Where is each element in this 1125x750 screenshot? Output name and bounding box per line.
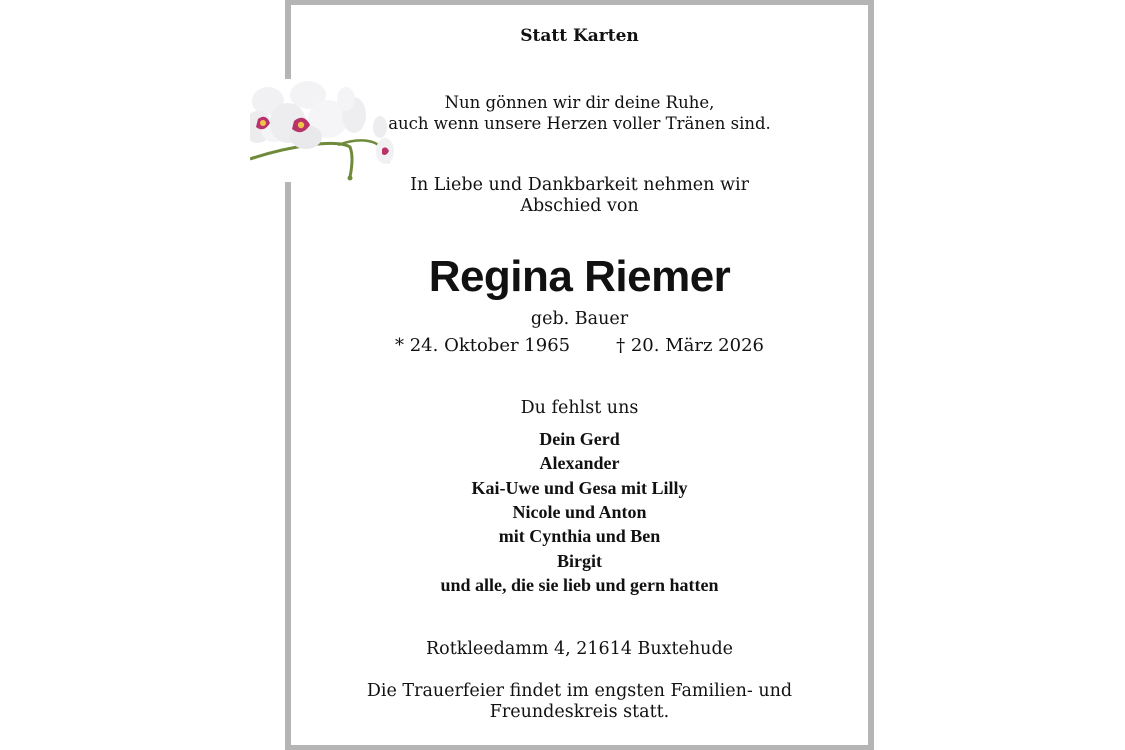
verse-line-1: Nun gönnen wir dir deine Ruhe, <box>444 93 715 112</box>
mourner-line: Dein Gerd <box>539 429 620 449</box>
death-date: † 20. März 2026 <box>616 335 764 356</box>
mourner-line: Nicole und Anton <box>512 502 647 522</box>
intro-line-2: Abschied von <box>520 196 639 216</box>
mourner-line: und alle, die sie lieb und gern hatten <box>440 575 719 595</box>
address: Rotkleedamm 4, 21614 Buxtehude <box>425 639 734 659</box>
verse-line-2: auch wenn unsere Herzen voller Tränen sind. <box>388 114 771 133</box>
deceased-name: Regina Riemer <box>428 252 731 301</box>
mourner-line: Birgit <box>557 551 602 571</box>
funeral-line-1: Die Trauerfeier findet im engsten Familien- und <box>366 681 793 701</box>
life-dates <box>285 335 874 356</box>
mourner-line: Kai-Uwe und Gesa mit Lilly <box>471 478 688 498</box>
birth-date: * 24. Oktober 1965 <box>395 335 571 356</box>
mourner-line: mit Cynthia und Ben <box>498 526 661 546</box>
missing-line: Du fehlst uns <box>520 398 639 418</box>
intro-line-1: In Liebe und Dankbarkeit nehmen wir <box>410 175 749 195</box>
header-statt-karten: Statt Karten <box>520 26 639 46</box>
mourner-line: Alexander <box>539 453 620 473</box>
maiden-name: geb. Bauer <box>530 309 629 329</box>
funeral-line-2: Freundeskreis statt. <box>489 702 670 722</box>
